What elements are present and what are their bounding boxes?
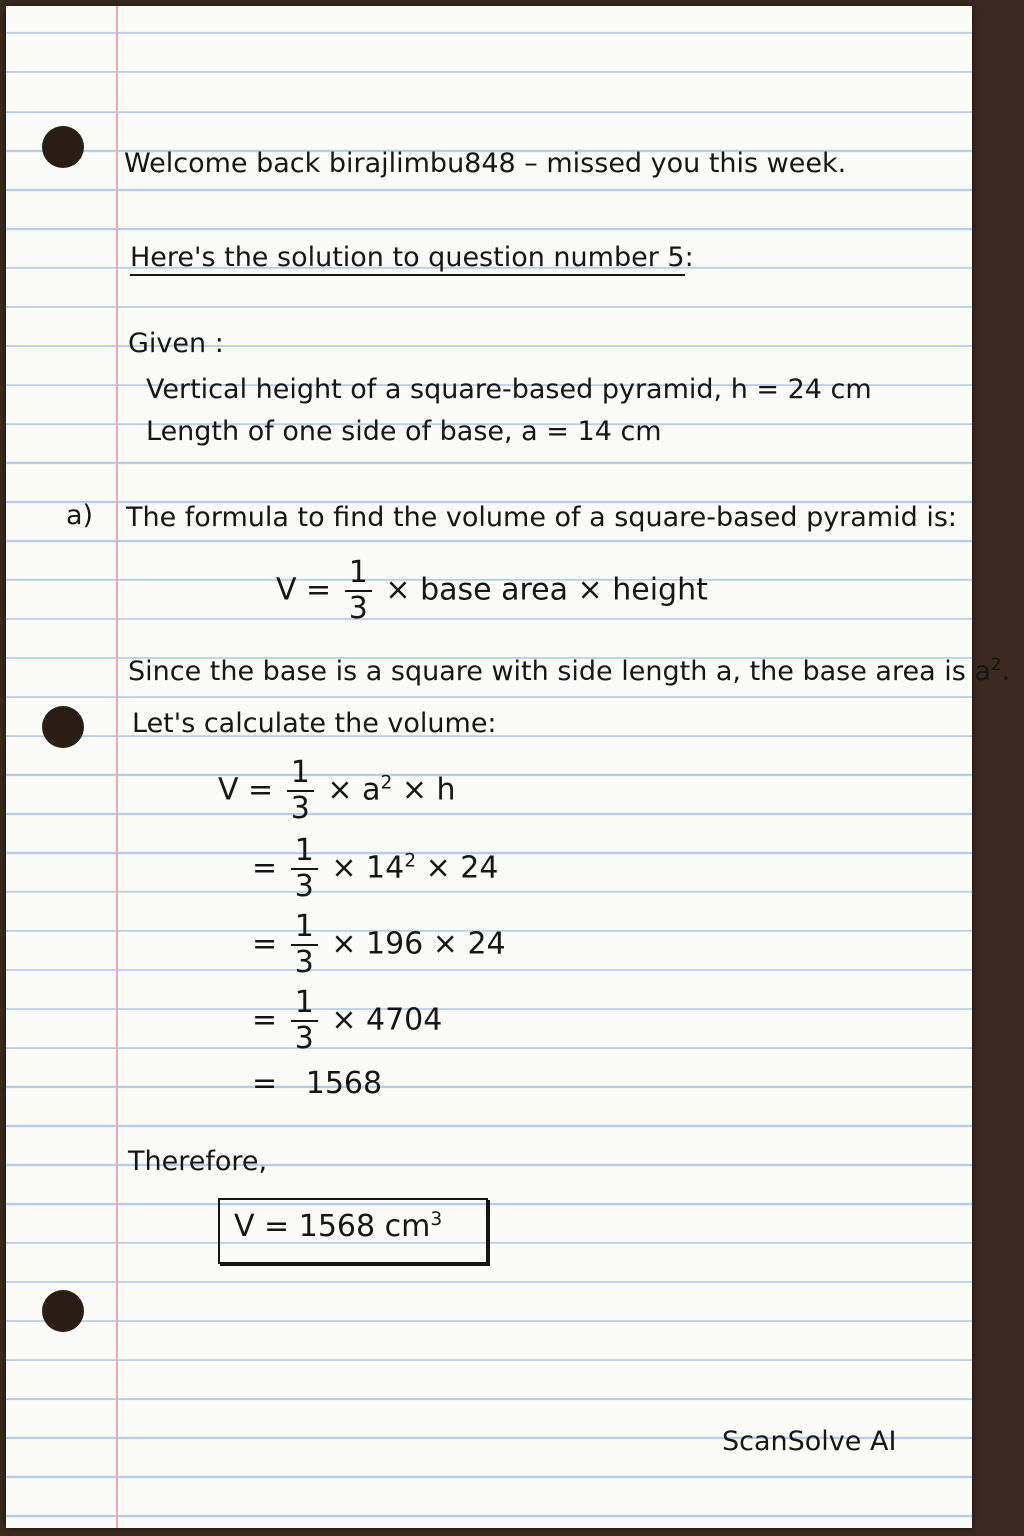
punch-hole-top [42, 126, 84, 168]
heading-text: Here's the solution to question number 5 [130, 242, 685, 276]
punch-hole-middle [42, 706, 84, 748]
fraction-one-third: $\frac{1}{3}$ [291, 912, 318, 978]
part-a-marker: a) [66, 500, 94, 531]
volume-formula [276, 555, 708, 626]
fraction-one-third: $\frac{1}{3}$ [291, 836, 318, 902]
calc-step-3: = $\frac{1}{3}$ × 196 × 24 [252, 909, 506, 980]
punch-hole-bottom [42, 1290, 84, 1332]
therefore-label: Therefore, [128, 1146, 268, 1177]
calc-intro: Let's calculate the volume: [132, 708, 497, 739]
notebook-page [6, 6, 1011, 1528]
base-area-note: Since the base is a square with side length a, the base area is $a^2$. [128, 654, 1011, 687]
given-height: Vertical height of a square-based pyramid, h = 24 cm [146, 374, 872, 405]
calc-step-4: = $\frac{1}{3}$ × 4704 [252, 985, 443, 1056]
calc-step-2: = $\frac{1}{3}$ × $14^2 \times 24$ [252, 833, 499, 904]
final-answer: V = 1568 $cm^3$ [234, 1209, 443, 1244]
calc-step-final: = 1568 [252, 1066, 383, 1101]
fraction-one-third: $\frac{1}{3}$ [287, 758, 314, 824]
formula-lhs: V = [276, 572, 332, 608]
given-label: Given : [128, 328, 224, 359]
calc-step-1: V = $\frac{1}{3}$ × $a^2 \times h$ [218, 755, 456, 826]
fraction-one-third: $\frac{1}{3}$ [291, 988, 318, 1054]
formula-rhs: × base area × height [385, 572, 708, 608]
margin-line [116, 6, 118, 1528]
given-base-side: Length of one side of base, a = 14 cm [146, 416, 662, 447]
fraction-one-third: $\frac{1}{3}$ [345, 558, 372, 624]
brand-signature: ScanSolve AI [722, 1426, 897, 1457]
formula-intro: The formula to find the volume of a square-based pyramid is: [126, 502, 958, 533]
greeting: Welcome back birajlimbu848 – missed you this week. [124, 148, 847, 179]
heading-colon: : [684, 242, 694, 273]
solution-heading [130, 242, 694, 273]
